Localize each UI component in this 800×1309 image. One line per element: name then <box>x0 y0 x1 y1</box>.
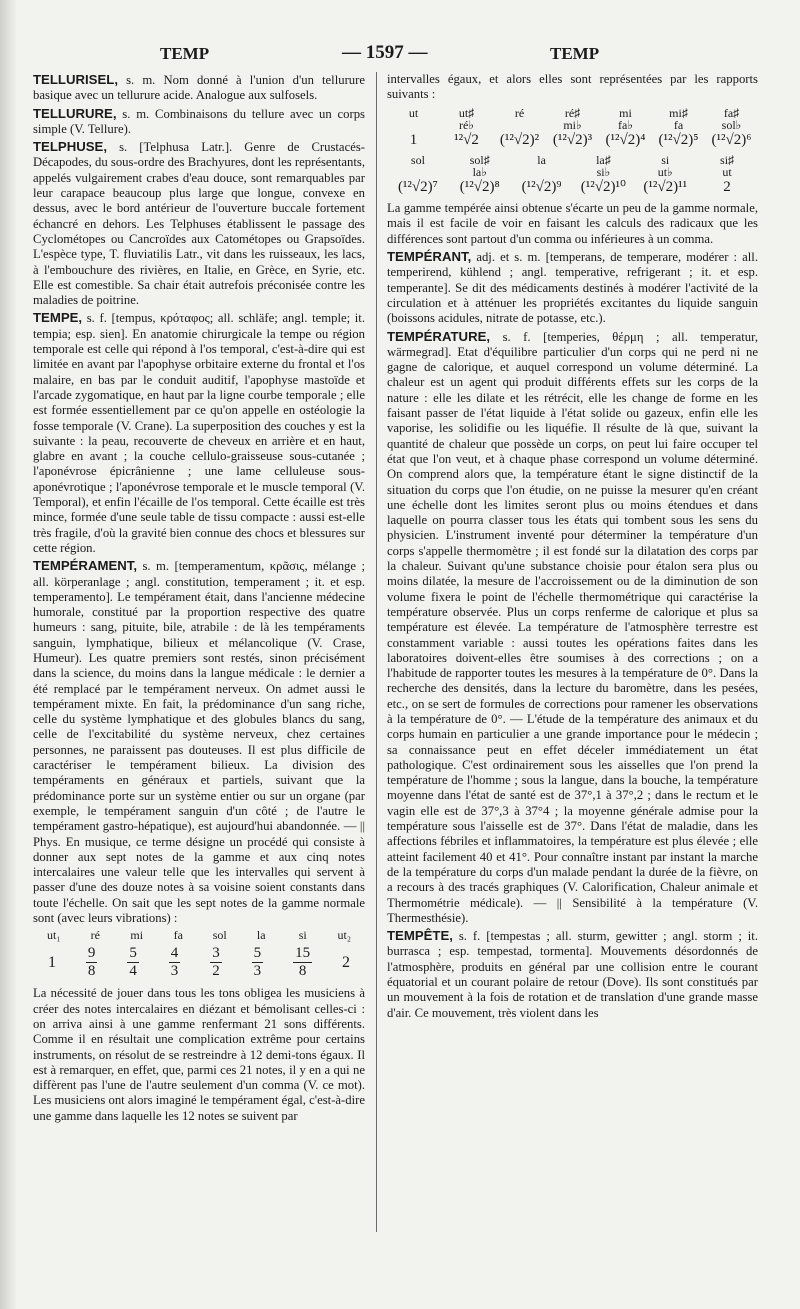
note-name: la♯ si♭ <box>596 152 611 179</box>
headword: TELLURISEL, <box>33 72 118 87</box>
note-name: sol <box>212 928 227 943</box>
entry-tellurisel <box>33 72 365 104</box>
ratio-fraction <box>127 945 139 980</box>
ratio-value: (¹²√2)⁵ <box>658 131 699 148</box>
entry-temperature <box>387 329 758 927</box>
numerator: 5 <box>253 945 262 962</box>
entry-text: s. f. [tempus, κρόταφος; all. schläfe; angl. temple; it. tempia; esp. sien]. En anatomie chirurgicale la tempe ou région temporale est celle qui répond à l'os temporal, c'est-à-dire qui est limitée en avant par l'apophyse orbitaire externe du frontal et l'os malaire, en bas par le conduit auditif, l'apophyse mastoïde et l'arcade zygomatique, en haut par la ligne courbe temporale ; elle est formée essentiellement par ce qu'on appelle en ostéologie la fosse temporale (V. Crane). La superposition des couches y est la suivante : la peau, recouverte de cheveux en arrière et en haut, glabre en avant ; la couche cellulo-graisseuse sous-cutanée ; l'aponévrose épicrânienne ; une lame celluleuse sous-aponévrotique ; l'aponévrose temporale et le muscle temporal (V. Temporal), et enfin l'écaille de l'os temporal. Cette écaille est très mince, formée d'une seule table de tissu compacte : aussi est-elle très fragile, d'où la gravité bien connue des chocs et blessures sur cette région. <box>33 311 365 555</box>
ratio-fraction <box>210 945 222 980</box>
paragraph-temperament-musical: La nécessité de jouer dans tous les tons obligea les musiciens à créer des notes intercalaires en diézant et bémolisant celles-ci : on arriva ainsi à une gamme renfermant 21 sons différents. Comme il en résultait une complication extrême pour certains instruments, on résolut de se restreindre à 12 demi-tons égaux. Il est à remarquer, en effet, que, parmi ces 21 notes, il y en a qui ne diffèrent pas l'une de l'autre seulement d'un comma (V. ce mot). Les musiciens ont alors imaginé le tempérament égal, c'est-à-dire une gamme dans laquelle les 12 notes se suivent par <box>33 986 365 1123</box>
denominator: 3 <box>170 963 179 980</box>
paragraph-tempered-scale: La gamme tempérée ainsi obtenue s'écarte un peu de la gamme normale, mais il est facile de voir en faisant les calculs des radicaux que les différences sont partout d'un comma ou inférieures à un comma. <box>387 201 758 246</box>
entry-text: s. m. [temperamentum, κρᾶσις, mélange ; all. körperanlage ; angl. constitution, temperament ; it. et esp. temperamento]. Le tempérament était, dans l'ancienne médecine humorale, constitué par la proportion respective des quatre humeurs : sang, pituite, bile, atrabile : de là les tempéraments sanguin, lymphatique, bilieux et mélancolique (V. Crase, Humeur). Les quatre premiers sont restés, sinon précisément dans la science, du moins dans la langue médicale : le dernier a été remplacé par le tempérament nerveux. On admet aussi le tempérament mixte. En fait, la prédominance d'un sang riche, celle du système lymphatique et des globules blancs du sang, celle de l'excitabilité du système nerveux, chez certaines personnes, ne paraissent pas douteuses. Il est plus difficile de caractériser le tempérament bilieux. La division des tempéraments en généraux et partiels, suivant que la prédominance porte sur un système entier ou sur un organe (par exemple, le tempérament sanguin d'un côté ; de l'autre le tempérament gastro-hépatique), est aujourd'hui abandonnée. — || Phys. En musique, ce terme désigne un procédé qui consiste à donner aux sept notes de la gamme et aux cinq notes intercalaires une valeur telle que les intervalles qui servent à passer d'une des douze notes à sa voisine soient constants dans toute l'échelle. On sait que les sept notes de la gamme normale sont (avec leurs vibrations) : <box>33 559 365 926</box>
headword: TELLURURE, <box>33 105 117 121</box>
numerator: 15 <box>295 945 311 962</box>
ratio-value: 2 <box>342 954 351 972</box>
note-name: ut₂ <box>337 928 352 943</box>
note-name: si♯ ut <box>720 152 735 179</box>
ratio-value: (¹²√2)² <box>499 131 540 148</box>
ratio-fraction <box>169 945 181 980</box>
ratio-fraction <box>293 945 312 980</box>
numerator: 9 <box>87 945 96 962</box>
entry-text: s. m. Nom donné à l'union d'un tellurure basique avec un tellurure acide. Analogue aux sulfosels. <box>33 73 365 103</box>
paragraph-intro-ratios: intervalles égaux, et alors elles sont représentées par les rapports suivants : <box>387 72 758 102</box>
headword: TEMPÉRANT, <box>387 249 472 265</box>
denominator: 4 <box>129 963 137 980</box>
entry-text: s. f. [tempestas ; all. sturm, gewitter ; angl. storm ; it. burrasca ; esp. tempestad, tormenta]. Mouvements désordonnés de l'atmosphère, produits en général par une collision entre le courant équatorial et un courant polaire de retour (Dove). Ils sont constitués par un mouvement à la fois de rotation et de translation d'une grande masse d'air. Ce mouvement, très violent dans les <box>387 929 758 1020</box>
tempered-scale-notes-2 <box>387 154 758 178</box>
page-number: — 1597 — <box>342 42 428 63</box>
note-name: si ut♭ <box>657 152 673 179</box>
ratio-value: 2 <box>723 178 731 195</box>
note-name: fa♯ sol♭ <box>721 105 742 132</box>
entry-text: s. m. Combinaisons du tellure avec un corps simple (V. Tellure). <box>33 106 365 136</box>
note-name: la <box>537 152 546 167</box>
note-name: mi♯ fa <box>669 105 688 132</box>
header-left-word: TEMP <box>160 44 210 63</box>
ratio-value: (¹²√2)¹⁰ <box>580 178 627 195</box>
denominator: 3 <box>253 963 262 980</box>
note-name: mi <box>130 928 144 943</box>
note-name: fa <box>173 928 183 943</box>
headword: TEMPÉRAMENT, <box>33 558 138 574</box>
numerator: 3 <box>212 945 220 962</box>
entry-tempete <box>387 928 758 1021</box>
gamme-vibration-ratios <box>33 945 365 980</box>
ratio-fraction <box>252 945 264 980</box>
tempered-scale-notes-1 <box>387 107 758 131</box>
entry-tellurure <box>33 106 365 138</box>
ratio-value: 1 <box>409 131 418 148</box>
entry-text: adj. et s. m. [temperans, de temperare, modérer : all. temperirend, kühlend ; angl. temperative, refrigerant ; it. et esp. temperante]. Se dit des médicaments destinés à modérer l'activité de la circulation et à atténuer les propriétés excitantes du liquide sanguin (boissons acidules, nitrate de potasse, etc.). <box>387 250 758 326</box>
ratio-value: (¹²√2)⁷ <box>397 178 438 195</box>
note-name: ut₁ <box>46 928 61 943</box>
headword: TEMPÊTE, <box>387 928 453 944</box>
denominator: 8 <box>298 963 307 980</box>
entry-telphuse <box>33 139 365 308</box>
ratio-value: (¹²√2)³ <box>552 131 593 148</box>
column-divider <box>376 72 377 1232</box>
ratio-value: (¹²√2)¹¹ <box>643 178 688 195</box>
tempered-scale-ratios-2 <box>387 180 758 195</box>
running-header <box>0 40 800 66</box>
entry-tempe <box>33 310 365 556</box>
headword: TEMPE, <box>33 310 83 326</box>
headword: TEMPÉRATURE, <box>387 328 491 344</box>
note-name: ut♯ ré♭ <box>458 105 475 132</box>
ratio-value: ¹²√2 <box>454 131 479 148</box>
note-name: ré <box>90 928 100 943</box>
numerator: 4 <box>170 945 179 962</box>
note-name: mi fa♭ <box>618 105 633 132</box>
note-name: la <box>256 928 266 943</box>
note-name: sol♯ la♭ <box>469 152 490 179</box>
headword: TELPHUSE, <box>33 139 108 155</box>
header-right-word: TEMP <box>550 44 600 63</box>
ratio-value: (¹²√2)⁶ <box>711 131 752 148</box>
denominator: 8 <box>87 963 96 980</box>
entry-temperant <box>387 249 758 326</box>
note-name: ré♯ mi♭ <box>563 105 582 132</box>
ratio-value: (¹²√2)⁸ <box>459 178 500 195</box>
note-name: sol <box>410 152 425 167</box>
ratio-value: (¹²√2)⁴ <box>605 131 646 148</box>
entry-temperament <box>33 558 365 926</box>
ratio-value: (¹²√2)⁹ <box>521 178 562 195</box>
ratio-value: 1 <box>47 954 56 972</box>
entry-text: s. f. [temperies, θέρμη ; all. temperatur, wärmegrad]. Etat d'équilibre particulier d'un corps qui ne perd ni ne gagne de calorique, et auquel correspond un volume déterminé. La chaleur est un agent qui produit différents effets sur les corps de la nature : elle les dilate et les rétrécit, elle les change de forme en les faisant passer de l'état liquide à l'état solide ou gazeux, enfin elle les vaporise, les solidifie ou les liquéfie. Il résulte de là que, suivant la quantité de chaleur que possède un corps, on peut lui faire occuper tel état que l'on veut, et à chaque phase correspond un volume déterminé. On comprend alors que, la température étant le signe distinctif de la situation du corps que l'on étudie, on ne puisse la mesurer qu'en créant une échelle dont les limites seront plus ou moins étendues et dans laquelle on pourra classer tous les états qui tombent sous les sens du physicien. L'instrument inventé pour déterminer la température d'un corps s'appelle thermomètre ; il est fondé sur la dilatation des corps par la chaleur. Suivant qu'une substance choisie pour étalon sera plus ou moins dilatée, la mesure de l'accroissement ou de la diminution de son volume fixera le point de l'échelle thermométrique qui caractérise la température observée. Plus un corps renferme de calorique et plus sa température est élevée. La température de l'atmosphère terrestre est constamment variable : aussi toutes les opérations faites dans les laboratoires doivent-elles être soumises à des corrections ; on a l'habitude de rapporter toutes les mesures à la température de 0°. Dans la recherche des densités, dans la lecture du baromètre, dans les pesées, etc., on se sert de formules de corrections pour ramener les observations à la température de 0°. — L'étude de la température des animaux et du corps humain en particulier a une grande importance pour le médecin ; sa connaissance peut en effet déceler immédiatement un état pathologique. C'est ordinairement sous les aisselles que l'on prend la température de l'homme ; sous la langue, dans la bouche, la température moyenne dans l'état de santé est de 37°,1 à 37°,2 ; dans le rectum et le vagin elle est de 37°,3 à 37°4 ; la moyenne générale admise pour la température sous l'aisselle est de 37°. Dans l'état de maladie, dans les affections fébriles et inflammatoires, la température est plus élevée ; elle atteint facilement 40 et 41°. Pour connaître instant par instant la marche de la température du corps d'un malade pendant la durée de la fièvre, on a recours à des tracés graphiques (V. Calorification, Chaleur animale et Thermométrie médicale). — || Sensibilité à la température (V. Thermesthésie). <box>387 329 758 925</box>
left-column <box>33 72 365 1232</box>
denominator: 2 <box>212 963 220 980</box>
note-name: si <box>298 928 307 943</box>
note-name: ut <box>408 105 419 120</box>
numerator: 5 <box>129 945 137 962</box>
tempered-scale-ratios-1 <box>387 133 758 148</box>
right-column <box>387 72 758 1232</box>
note-name: ré <box>514 105 525 120</box>
entry-text: s. [Telphusa Latr.]. Genre de Crustacés-Décapodes, du sous-ordre des Brachyures, dont les représentants, appelés vulgairement crabes d'eau douce, sont remarquables par leur carapace beaucoup plus large que longue, convexe en dessus, avec le bord antérieur de l'ouverture buccale fortement échancré en dehors. Les Telphuses établissent le passage des Cyclométopes ou Cancroïdes aux Catométopes ou Grapsoïdes. L'espèce type, T. fluviatilis Latr., vit dans les ruisseaux, les lacs, à l'embouchure des rivières, en Italie, en Grèce, en Syrie, etc. Elle est comestible. Sa chair était autrefois préconisée contre les maladies de poitrine. <box>33 140 365 308</box>
gamme-note-names <box>33 929 365 942</box>
ratio-fraction <box>86 945 98 980</box>
